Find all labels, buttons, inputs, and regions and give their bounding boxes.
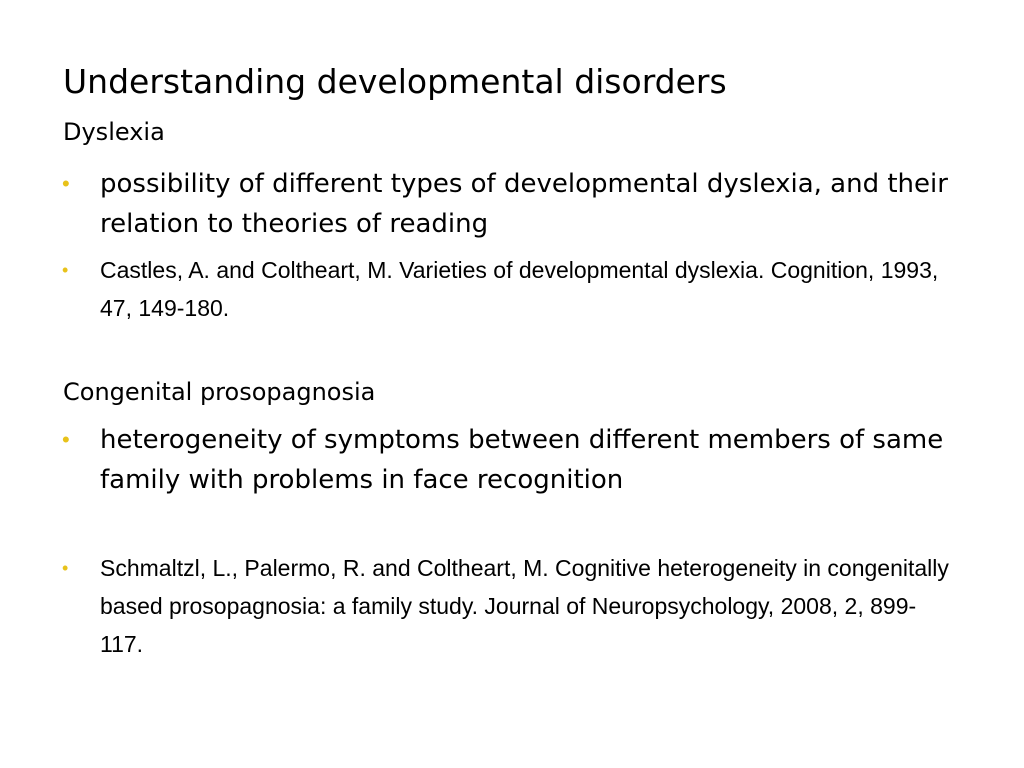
- bullet-item-prosopagnosia-reference: [62, 549, 962, 663]
- section-heading-prosopagnosia: Congenital prosopagnosia: [63, 378, 376, 406]
- section-heading-dyslexia: Dyslexia: [63, 118, 165, 146]
- bullet-text: heterogeneity of symptoms between different members of same family with problems in face recognition: [100, 425, 944, 495]
- slide-title: Understanding developmental disorders: [63, 62, 727, 101]
- bullet-text: possibility of different types of developmental dyslexia, and their relation to theories of reading: [100, 169, 948, 239]
- bullet-icon: •: [62, 171, 70, 196]
- bullet-item-dyslexia-point: [62, 164, 962, 244]
- reference-text: Schmaltzl, L., Palermo, R. and Coltheart, M. Cognitive heterogeneity in congenitally based prosopagnosia: a family study. Journal of Neuropsychology, 2008, 2, 899-117.: [100, 555, 949, 657]
- bullet-icon: •: [62, 260, 69, 280]
- bullet-item-prosopagnosia-point: [62, 420, 962, 540]
- bullet-item-dyslexia-reference: [62, 251, 962, 327]
- reference-text: Castles, A. and Coltheart, M. Varieties of developmental dyslexia. Cognition, 1993, 47, 149-180.: [100, 257, 939, 321]
- bullet-icon: •: [62, 427, 70, 452]
- bullet-icon: •: [62, 558, 69, 578]
